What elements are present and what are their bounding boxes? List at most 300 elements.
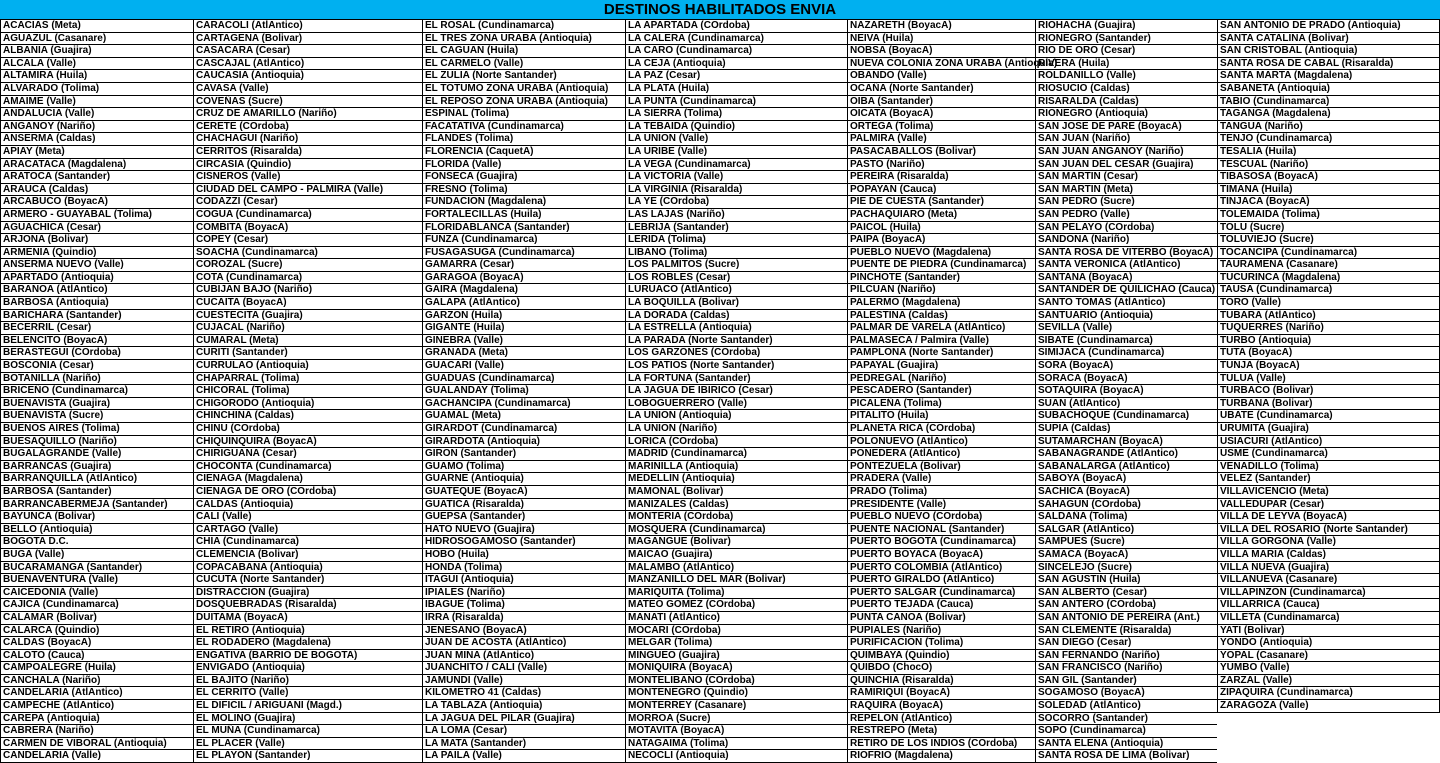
destination-cell: MONTENEGRO (Quindio) xyxy=(626,687,847,700)
destination-cell: PRADO (Tolima) xyxy=(848,486,1035,499)
destination-cell: RAQUIRA (BoyacA) xyxy=(848,700,1035,713)
destination-cell: TOLEMAIDA (Tolima) xyxy=(1218,209,1440,222)
destination-cell: SANTA VERONICA (AtlAntico) xyxy=(1036,259,1217,272)
destination-cell: FUNDACION (Magdalena) xyxy=(423,196,625,209)
destination-cell: LA TABLAZA (Antioquia) xyxy=(423,700,625,713)
destination-cell: COGUA (Cundinamarca) xyxy=(194,209,422,222)
destination-cell: APARTADO (Antioquia) xyxy=(1,272,193,285)
destination-cell: RIO DE ORO (Cesar) xyxy=(1036,45,1217,58)
destination-cell: MALAMBO (AtlAntico) xyxy=(626,562,847,575)
destination-cell: CALDAS (Antioquia) xyxy=(194,499,422,512)
destination-cell: CARACOLI (AtlAntico) xyxy=(194,20,422,33)
destination-cell: BOSCONIA (Cesar) xyxy=(1,360,193,373)
destination-cell: LA PLATA (Huila) xyxy=(626,83,847,96)
destination-cell: FUNZA (Cundinamarca) xyxy=(423,234,625,247)
destination-cell: ESPINAL (Tolima) xyxy=(423,108,625,121)
destination-cell: PACHAQUIARO (Meta) xyxy=(848,209,1035,222)
destination-cell: LOBOGUERRERO (Valle) xyxy=(626,398,847,411)
destination-cell: MORROA (Sucre) xyxy=(626,713,847,726)
destination-cell: APIAY (Meta) xyxy=(1,146,193,159)
destination-cell: LA SIERRA (Tolima) xyxy=(626,108,847,121)
destination-cell: SAN JUAN (Nariño) xyxy=(1036,133,1217,146)
destination-cell: SAN DIEGO (Cesar) xyxy=(1036,637,1217,650)
destination-cell: SAN JUAN DEL CESAR (Guajira) xyxy=(1036,159,1217,172)
destination-cell: GUEPSA (Santander) xyxy=(423,511,625,524)
destination-cell: MOSQUERA (Cundinamarca) xyxy=(626,524,847,537)
destination-cell: EL MOLINO (Guajira) xyxy=(194,713,422,726)
destination-cell: BUCARAMANGA (Santander) xyxy=(1,562,193,575)
destination-cell: SANTA ROSA DE CABAL (Risaralda) xyxy=(1218,58,1440,71)
destination-cell: GUAMO (Tolima) xyxy=(423,461,625,474)
destination-cell: CUESTECITA (Guajira) xyxy=(194,310,422,323)
destination-cell: EL RODADERO (Magdalena) xyxy=(194,637,422,650)
destination-cell: MANIZALES (Caldas) xyxy=(626,499,847,512)
destination-cell: CLEMENCIA (Bolivar) xyxy=(194,549,422,562)
destination-cell: TAGANGA (Magdalena) xyxy=(1218,108,1440,121)
destination-cell: SOPO (Cundinamarca) xyxy=(1036,725,1217,738)
destination-cell: NUEVA COLONIA ZONA URABA (Antioquia) xyxy=(850,57,1058,69)
destination-cell: TUNJA (BoyacA) xyxy=(1218,360,1440,373)
destination-cell: CIRCASIA (Quindio) xyxy=(194,159,422,172)
destination-cell: GIRARDOT (Cundinamarca) xyxy=(423,423,625,436)
destination-cell: FACATATIVA (Cundinamarca) xyxy=(423,121,625,134)
destination-cell: GUATICA (Risaralda) xyxy=(423,499,625,512)
destination-cell: CANCHALA (Nariño) xyxy=(1,675,193,688)
destination-cell: PAICOL (Huila) xyxy=(848,222,1035,235)
destination-cell: PUERTO GIRALDO (AtlAntico) xyxy=(848,574,1035,587)
destination-cell: SORA (BoyacA) xyxy=(1036,360,1217,373)
destination-cell: GUAMAL (Meta) xyxy=(423,410,625,423)
destination-cell: PALMAR DE VARELA (AtlAntico) xyxy=(848,322,1035,335)
destination-cell: MONTELIBANO (COrdoba) xyxy=(626,675,847,688)
destination-cell: LA UNION (Antioquia) xyxy=(626,410,847,423)
destination-cell: CHAPARRAL (Tolima) xyxy=(194,373,422,386)
destination-cell: AGUACHICA (Cesar) xyxy=(1,222,193,235)
destination-cell: LA PAILA (Valle) xyxy=(423,750,625,763)
destination-cell: CURITI (Santander) xyxy=(194,347,422,360)
destination-cell: LA APARTADA (COrdoba) xyxy=(626,20,847,33)
destination-cell: BUENAVENTURA (Valle) xyxy=(1,574,193,587)
destination-cell: LA CALERA (Cundinamarca) xyxy=(626,33,847,46)
destination-cell: SAN ANTONIO DE PRADO (Antioquia) xyxy=(1218,20,1440,33)
destination-cell: ZIPAQUIRA (Cundinamarca) xyxy=(1218,687,1440,700)
destination-cell: JENESANO (BoyacA) xyxy=(423,625,625,638)
destination-cell: KILOMETRO 41 (Caldas) xyxy=(423,687,625,700)
destination-cell: LA PUNTA (Cundinamarca) xyxy=(626,96,847,109)
destination-cell: BARRANQUILLA (AtlAntico) xyxy=(1,473,193,486)
destination-cell: CAUCASIA (Antioquia) xyxy=(194,70,422,83)
destination-cell: ALCALA (Valle) xyxy=(1,58,193,71)
destination-cell: COVEÑAS (Sucre) xyxy=(194,96,422,109)
destination-cell: ANGANOY (Nariño) xyxy=(1,121,193,134)
destination-cell: FRESNO (Tolima) xyxy=(423,184,625,197)
destination-cell: TABIO (Cundinamarca) xyxy=(1218,96,1440,109)
destination-cell: GIRON (Santander) xyxy=(423,448,625,461)
destination-cell: EL ZULIA (Norte Santander) xyxy=(423,70,625,83)
destination-cell: CIENAGA (Magdalena) xyxy=(194,473,422,486)
destination-cell: CERETE (COrdoba) xyxy=(194,121,422,134)
destination-cell: MANZANILLO DEL MAR (Bolivar) xyxy=(626,574,847,587)
destination-cell: RAMIRIQUI (BoyacA) xyxy=(848,687,1035,700)
destination-cell: PEREIRA (Risaralda) xyxy=(848,171,1035,184)
column-6 xyxy=(1035,20,1217,763)
destination-cell: GIGANTE (Huila) xyxy=(423,322,625,335)
destination-cell: ARAUCA (Caldas) xyxy=(1,184,193,197)
destination-cell: YATI (Bolivar) xyxy=(1218,625,1440,638)
destination-cell: PITALITO (Huila) xyxy=(848,410,1035,423)
destination-cell: MAMONAL (Bolivar) xyxy=(626,486,847,499)
destination-cell: MELGAR (Tolima) xyxy=(626,637,847,650)
destination-cell: LA CEJA (Antioquia) xyxy=(626,58,847,71)
destination-cell: MAICAO (Guajira) xyxy=(626,549,847,562)
destination-cell: OIBA (Santander) xyxy=(848,96,1035,109)
destination-cell: CHINCHINA (Caldas) xyxy=(194,410,422,423)
destination-cell: CAVASA (Valle) xyxy=(194,83,422,96)
destination-cell: FLORENCIA (CaquetA) xyxy=(423,146,625,159)
destination-cell: BUENAVISTA (Guajira) xyxy=(1,398,193,411)
destination-cell: TOLUVIEJO (Sucre) xyxy=(1218,234,1440,247)
destination-cell: EL BAJITO (Nariño) xyxy=(194,675,422,688)
destination-cell: MARIQUITA (Tolima) xyxy=(626,587,847,600)
destination-cell: EL ROSAL (Cundinamarca) xyxy=(423,20,625,33)
destination-cell: TOLU (Sucre) xyxy=(1218,222,1440,235)
destination-cell: SEVILLA (Valle) xyxy=(1036,322,1217,335)
column-7 xyxy=(1217,20,1440,713)
destination-cell: IRRA (Risaralda) xyxy=(423,612,625,625)
destination-cell: BUESAQUILLO (Nariño) xyxy=(1,436,193,449)
destination-cell: CIUDAD DEL CAMPO - PALMIRA (Valle) xyxy=(194,184,422,197)
destination-cell: MONTERREY (Casanare) xyxy=(626,700,847,713)
destination-cell: SAN MARTIN (Cesar) xyxy=(1036,171,1217,184)
destination-cell: PASTO (Nariño) xyxy=(848,159,1035,172)
destination-cell: URUMITA (Guajira) xyxy=(1218,423,1440,436)
destination-cell: CISNEROS (Valle) xyxy=(194,171,422,184)
destination-cell: SOACHA (Cundinamarca) xyxy=(194,247,422,260)
destination-cell: HIDROSOGAMOSO (Santander) xyxy=(423,536,625,549)
destination-cell: MARINILLA (Antioquia) xyxy=(626,461,847,474)
destination-cell: EL PLAYON (Santander) xyxy=(194,750,422,763)
destination-cell: GRANADA (Meta) xyxy=(423,347,625,360)
destination-cell: GINEBRA (Valle) xyxy=(423,335,625,348)
destination-cell: GUADUAS (Cundinamarca) xyxy=(423,373,625,386)
destination-cell: ACACIAS (Meta) xyxy=(1,20,193,33)
destination-cell: EL CERRITO (Valle) xyxy=(194,687,422,700)
destination-cell: SIBATE (Cundinamarca) xyxy=(1036,335,1217,348)
destination-cell: SALDAÑA (Tolima) xyxy=(1036,511,1217,524)
destination-cell: TUBARA (AtlAntico) xyxy=(1218,310,1440,323)
destination-cell: USIACURI (AtlAntico) xyxy=(1218,436,1440,449)
destination-cell: ANDALUCIA (Valle) xyxy=(1,108,193,121)
destination-cell: BUENAVISTA (Sucre) xyxy=(1,410,193,423)
destination-cell: PALESTINA (Caldas) xyxy=(848,310,1035,323)
destination-cell: PALMASECA / Palmira (Valle) xyxy=(848,335,1035,348)
destination-cell: FLORIDA (Valle) xyxy=(423,159,625,172)
destination-cell: USME (Cundinamarca) xyxy=(1218,448,1440,461)
destination-cell: SORACA (BoyacA) xyxy=(1036,373,1217,386)
destination-cell: LORICA (COrdoba) xyxy=(626,436,847,449)
destination-cell: GUARNE (Antioquia) xyxy=(423,473,625,486)
destination-cell: CUMARAL (Meta) xyxy=(194,335,422,348)
destination-cell: LA MATA (Santander) xyxy=(423,738,625,751)
destination-cell: CIENAGA DE ORO (COrdoba) xyxy=(194,486,422,499)
destination-cell: SUPIA (Caldas) xyxy=(1036,423,1217,436)
destination-cell: AGUAZUL (Casanare) xyxy=(1,33,193,46)
destination-cell: CARTAGENA (Bolivar) xyxy=(194,33,422,46)
destination-cell: LA VIRGINIA (Risaralda) xyxy=(626,184,847,197)
column-3 xyxy=(422,20,625,763)
destination-cell: CHACHAGUI (Nariño) xyxy=(194,133,422,146)
destination-cell: ORTEGA (Tolima) xyxy=(848,121,1035,134)
destination-cell: TUCURINCA (Magdalena) xyxy=(1218,272,1440,285)
destination-cell: COPEY (Cesar) xyxy=(194,234,422,247)
destination-cell: EL DIFICIL / ARIGUANI (Magd.) xyxy=(194,700,422,713)
destination-cell: GUACARI (Valle) xyxy=(423,360,625,373)
destination-cell: DOSQUEBRADAS (Risaralda) xyxy=(194,599,422,612)
destination-cell: CAMPOALEGRE (Huila) xyxy=(1,662,193,675)
destination-cell: VELEZ (Santander) xyxy=(1218,473,1440,486)
destination-cell: CAMPECHE (AtlAntico) xyxy=(1,700,193,713)
destination-cell: REPELON (AtlAntico) xyxy=(848,713,1035,726)
destination-cell: TIMANA (Huila) xyxy=(1218,184,1440,197)
destination-cell: SAMPUES (Sucre) xyxy=(1036,536,1217,549)
destination-cell: LEBRIJA (Santander) xyxy=(626,222,847,235)
destination-cell: ARATOCA (Santander) xyxy=(1,171,193,184)
destination-cell: FUSAGASUGA (Cundinamarca) xyxy=(423,247,625,260)
destination-cell: SANTA CATALINA (Bolivar) xyxy=(1218,33,1440,46)
destination-cell: TUTA (BoyacA) xyxy=(1218,347,1440,360)
destination-cell: ZARZAL (Valle) xyxy=(1218,675,1440,688)
destination-cell: BECERRIL (Cesar) xyxy=(1,322,193,335)
destination-cell: LA PAZ (Cesar) xyxy=(626,70,847,83)
destination-cell: SANTUARIO (Antioquia) xyxy=(1036,310,1217,323)
destination-cell: SOTAQUIRA (BoyacA) xyxy=(1036,385,1217,398)
destination-cell: PLANETA RICA (COrdoba) xyxy=(848,423,1035,436)
destination-cell: LA BOQUILLA (Bolivar) xyxy=(626,297,847,310)
destination-cell: ARCABUCO (BoyacA) xyxy=(1,196,193,209)
destination-cell: CUCAITA (BoyacA) xyxy=(194,297,422,310)
destination-cell: TIBASOSA (BoyacA) xyxy=(1218,171,1440,184)
destination-cell: LA CARO (Cundinamarca) xyxy=(626,45,847,58)
destination-cell: BOTANILLA (Nariño) xyxy=(1,373,193,386)
destination-cell: VILLA DEL ROSARIO (Norte Santander) xyxy=(1218,524,1440,537)
destination-cell: MADRID (Cundinamarca) xyxy=(626,448,847,461)
destination-cell: CASCAJAL (AtlAntico) xyxy=(194,58,422,71)
destination-cell: JUAN DE ACOSTA (AtlAntico) xyxy=(423,637,625,650)
destination-cell: YONDO (Antioquia) xyxy=(1218,637,1440,650)
destination-cell: OCAÑA (Norte Santander) xyxy=(848,83,1035,96)
destination-cell: RETIRO DE LOS INDIOS (COrdoba) xyxy=(848,738,1035,751)
destination-cell: SANTO TOMAS (AtlAntico) xyxy=(1036,297,1217,310)
destination-cell: SIMIJACA (Cundinamarca) xyxy=(1036,347,1217,360)
destination-cell: SAN AGUSTIN (Huila) xyxy=(1036,574,1217,587)
destination-cell: ZARAGOZA (Valle) xyxy=(1218,700,1440,713)
destination-cell: QUIMBAYA (Quindio) xyxy=(848,650,1035,663)
destination-cell: SAN PELAYO (COrdoba) xyxy=(1036,222,1217,235)
destination-cell: CHINU (COrdoba) xyxy=(194,423,422,436)
destination-cell: PUPIALES (Nariño) xyxy=(848,625,1035,638)
sheet-title: DESTINOS HABILITADOS ENVIA xyxy=(0,0,1440,20)
destination-cell: SANTA MARTA (Magdalena) xyxy=(1218,70,1440,83)
destination-cell: LA JAGUA DEL PILAR (Guajira) xyxy=(423,713,625,726)
destination-cell: FORTALECILLAS (Huila) xyxy=(423,209,625,222)
destination-cell: ARJONA (Bolivar) xyxy=(1,234,193,247)
destination-cell: SABANALARGA (AtlAntico) xyxy=(1036,461,1217,474)
destination-cell: PALERMO (Magdalena) xyxy=(848,297,1035,310)
destination-cell: LIBANO (Tolima) xyxy=(626,247,847,260)
destination-cell: GUATEQUE (BoyacA) xyxy=(423,486,625,499)
destination-cell: TENJO (Cundinamarca) xyxy=(1218,133,1440,146)
destination-cell: BARRANCABERMEJA (Santander) xyxy=(1,499,193,512)
destination-cell: SAN ANTONIO DE PEREIRA (Ant.) xyxy=(1036,612,1217,625)
destination-cell: VILLA GORGONA (Valle) xyxy=(1218,536,1440,549)
destination-cell: CASACARA (Cesar) xyxy=(194,45,422,58)
destination-cell: EL CAGUAN (Huila) xyxy=(423,45,625,58)
destination-cell: BELENCITO (BoyacA) xyxy=(1,335,193,348)
destination-cell: CALDAS (BoyacA) xyxy=(1,637,193,650)
column-2 xyxy=(193,20,422,763)
destination-cell: LURUACO (AtlAntico) xyxy=(626,284,847,297)
destination-cell: NATAGAIMA (Tolima) xyxy=(626,738,847,751)
destination-cell: RIOSUCIO (Caldas) xyxy=(1036,83,1217,96)
destination-cell: EL REPOSO ZONA URABA (Antioquia) xyxy=(423,96,625,109)
destination-cell: TURBACO (Bolivar) xyxy=(1218,385,1440,398)
destination-cell: GALAPA (AtlAntico) xyxy=(423,297,625,310)
destination-cell: DISTRACCION (Guajira) xyxy=(194,587,422,600)
destination-cell: GUALANDAY (Tolima) xyxy=(423,385,625,398)
destination-cell: BARANOA (AtlAntico) xyxy=(1,284,193,297)
destination-cell: PUEBLO NUEVO (Magdalena) xyxy=(848,247,1035,260)
destination-cell: MEDELLIN (Antioquia) xyxy=(626,473,847,486)
destination-cell: ITAGUI (Antioquia) xyxy=(423,574,625,587)
destination-cell: HOBO (Huila) xyxy=(423,549,625,562)
destination-cell: NAZARETH (BoyacA) xyxy=(848,20,1035,33)
destination-cell: ANSERMA (Caldas) xyxy=(1,133,193,146)
destination-cell: RISARALDA (Caldas) xyxy=(1036,96,1217,109)
destination-cell: GACHANCIPA (Cundinamarca) xyxy=(423,398,625,411)
destination-cell: RIVERA (Huila) xyxy=(1036,58,1217,71)
destination-cell: EL RETIRO (Antioquia) xyxy=(194,625,422,638)
destination-cell: QUIBDO (ChocO) xyxy=(848,662,1035,675)
destination-cell: SABANETA (Antioquia) xyxy=(1218,83,1440,96)
destination-cell: PONTEZUELA (Bolivar) xyxy=(848,461,1035,474)
destination-cell: CALARCA (Quindio) xyxy=(1,625,193,638)
destination-cell: CARTAGO (Valle) xyxy=(194,524,422,537)
destination-cell: PRADERA (Valle) xyxy=(848,473,1035,486)
destination-cell: COPACABANA (Antioquia) xyxy=(194,562,422,575)
destination-cell: TULUA (Valle) xyxy=(1218,373,1440,386)
destination-cell: PUENTE NACIONAL (Santander) xyxy=(848,524,1035,537)
destination-cell: ANSERMA NUEVO (Valle) xyxy=(1,259,193,272)
destination-cell: SAN FRANCISCO (Nariño) xyxy=(1036,662,1217,675)
destination-cell: ENVIGADO (Antioquia) xyxy=(194,662,422,675)
destination-cell: MOCARI (COrdoba) xyxy=(626,625,847,638)
destination-cell: CHIA (Cundinamarca) xyxy=(194,536,422,549)
destination-cell: TANGUA (Nariño) xyxy=(1218,121,1440,134)
destination-cell: LOS ROBLES (Cesar) xyxy=(626,272,847,285)
destination-cell: BOGOTA D.C. xyxy=(1,536,193,549)
destination-cell: VILLARRICA (Cauca) xyxy=(1218,599,1440,612)
destination-cell: UBATE (Cundinamarca) xyxy=(1218,410,1440,423)
destination-cell: FLORIDABLANCA (Santander) xyxy=(423,222,625,235)
destination-cell: LA TEBAIDA (Quindio) xyxy=(626,121,847,134)
destination-cell: COTA (Cundinamarca) xyxy=(194,272,422,285)
destination-cell: RESTREPO (Meta) xyxy=(848,725,1035,738)
destination-cell: LA PARADA (Norte Santander) xyxy=(626,335,847,348)
destination-cell: TURBANA (Bolivar) xyxy=(1218,398,1440,411)
destination-cell: YOPAL (Casanare) xyxy=(1218,650,1440,663)
destination-cell: SACHICA (BoyacA) xyxy=(1036,486,1217,499)
destination-cell: RIONEGRO (Antioquia) xyxy=(1036,108,1217,121)
destination-cell: SANTANDER DE QUILICHAO (Cauca) xyxy=(1038,284,1216,296)
destination-cell: RIOFRIO (Magdalena) xyxy=(848,750,1035,763)
destination-cell: CANDELARIA (AtlAntico) xyxy=(1,687,193,700)
destination-cell: CERRITOS (Risaralda) xyxy=(194,146,422,159)
destination-cell: VILLETA (Cundinamarca) xyxy=(1218,612,1440,625)
destination-cell: MANATI (AtlAntico) xyxy=(626,612,847,625)
column-4 xyxy=(625,20,847,763)
destination-cell: ALBANIA (Guajira) xyxy=(1,45,193,58)
destination-cell: PAMPLONA (Norte Santander) xyxy=(848,347,1035,360)
destination-cell: SAN CLEMENTE (Risaralda) xyxy=(1036,625,1217,638)
destination-cell: IPIALES (Nariño) xyxy=(423,587,625,600)
destination-cell: SUTAMARCHAN (BoyacA) xyxy=(1036,436,1217,449)
destination-cell: SAN ANTERO (COrdoba) xyxy=(1036,599,1217,612)
destination-cell: ARMENIA (Quindio) xyxy=(1,247,193,260)
destination-cell: PUENTE DE PIEDRA (Cundinamarca) xyxy=(848,259,1035,272)
destination-cell: PASACABALLOS (Bolivar) xyxy=(848,146,1035,159)
destination-cell: JUAN MINA (AtlAntico) xyxy=(423,650,625,663)
destination-cell: LA UNION (Valle) xyxy=(626,133,847,146)
destination-cell: BUGA (Valle) xyxy=(1,549,193,562)
destination-cell: VILLA NUEVA (Guajira) xyxy=(1218,562,1440,575)
destination-cell: LA DORADA (Caldas) xyxy=(626,310,847,323)
destination-cell: PINCHOTE (Santander) xyxy=(848,272,1035,285)
destination-cell: LA UNION (Nariño) xyxy=(626,423,847,436)
destination-cell: SAN PEDRO (Sucre) xyxy=(1036,196,1217,209)
destination-cell: AMAIME (Valle) xyxy=(1,96,193,109)
column-1 xyxy=(0,20,193,763)
destination-cell: PUERTO SALGAR (Cundinamarca) xyxy=(848,587,1035,600)
destination-cell: SALGAR (AtlAntico) xyxy=(1036,524,1217,537)
destination-cell: PUEBLO NUEVO (COrdoba) xyxy=(848,511,1035,524)
destination-cell: POLONUEVO (AtlAntico) xyxy=(848,436,1035,449)
destination-cell: COMBITA (BoyacA) xyxy=(194,222,422,235)
destination-cell: LA LOMA (Cesar) xyxy=(423,725,625,738)
destination-cell: LERIDA (Tolima) xyxy=(626,234,847,247)
destination-cell: PIE DE CUESTA (Santander) xyxy=(848,196,1035,209)
destination-cell: ENGATIVA (BARRIO DE BOGOTA) xyxy=(194,650,422,663)
destination-cell: GIRARDOTA (Antioquia) xyxy=(423,436,625,449)
destination-cell: SAN ALBERTO (Cesar) xyxy=(1036,587,1217,600)
destination-cell: EL TRES ZONA URABA (Antioquia) xyxy=(423,33,625,46)
destination-cell: ALTAMIRA (Huila) xyxy=(1,70,193,83)
destination-cell: CALI (Valle) xyxy=(194,511,422,524)
destination-cell: MINGUEO (Guajira) xyxy=(626,650,847,663)
destination-cell: CAICEDONIA (Valle) xyxy=(1,587,193,600)
destination-cell: PURIFICACION (Tolima) xyxy=(848,637,1035,650)
destination-cell: EL CARMELO (Valle) xyxy=(423,58,625,71)
destination-cell: JAMUNDI (Valle) xyxy=(423,675,625,688)
destination-cell: LA VEGA (Cundinamarca) xyxy=(626,159,847,172)
destination-cell: ROLDANILLO (Valle) xyxy=(1036,70,1217,83)
destination-cell: HONDA (Tolima) xyxy=(423,562,625,575)
destination-cell: CUBIJAN BAJO (Nariño) xyxy=(194,284,422,297)
destination-cell: PUERTO COLOMBIA (AtlAntico) xyxy=(848,562,1035,575)
destination-cell: CANDELARIA (Valle) xyxy=(1,750,193,763)
destination-cell: CURRULAO (Antioquia) xyxy=(194,360,422,373)
destination-cell: PAIPA (BoyacA) xyxy=(848,234,1035,247)
destination-cell: NOBSA (BoyacA) xyxy=(848,45,1035,58)
